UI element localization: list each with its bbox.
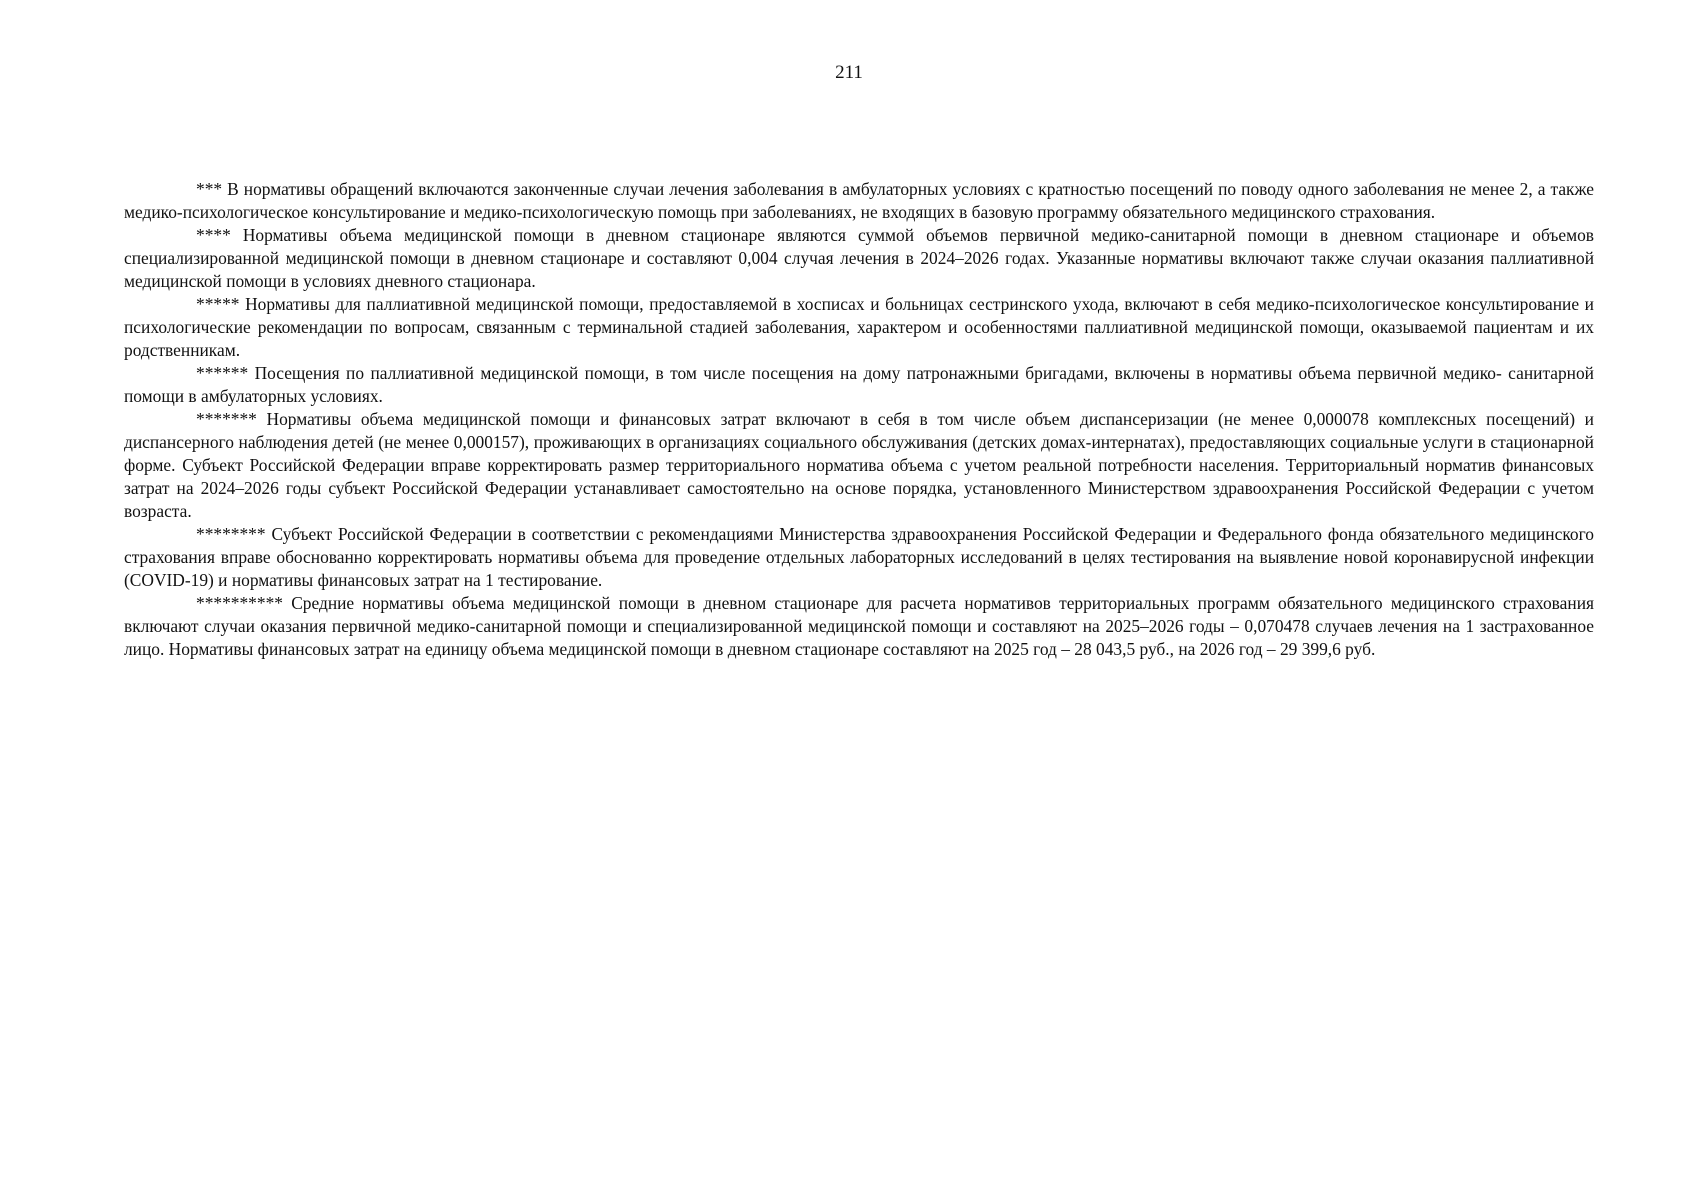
footnote-text: Нормативы объема медицинской помощи в дневном стационаре являются суммой объемов первичной медико-санитарной помощи в дневном стационаре и объемов специализированной медицинской помощи в дневном стационаре и составляют 0,004 случая лечения в 2024–2026 годах. Указанные нормативы включают также случаи оказания паллиативной медицинской помощи в условиях дневного стационара. <box>124 225 1594 291</box>
footnote-6 <box>124 362 1594 408</box>
footnotes-block <box>124 178 1594 661</box>
footnote-marker: ******* <box>196 409 257 429</box>
footnote-10 <box>124 592 1594 661</box>
footnote-marker: ******** <box>196 524 266 544</box>
footnote-text: Субъект Российской Федерации в соответствии с рекомендациями Министерства здравоохранения Российской Федерации и Федерального фонда обязательного медицинского страхования вправе обоснованно корректировать нормативы объема для проведение отдельных лабораторных исследований в целях тестирования на выявление новой коронавирусной инфекции (COVID-19) и нормативы финансовых затрат на 1 тестирование. <box>124 524 1594 590</box>
footnote-4 <box>124 224 1594 293</box>
footnote-7 <box>124 408 1594 523</box>
page-number: 211 <box>835 62 863 83</box>
footnote-marker: ****** <box>196 363 249 383</box>
footnote-text: В нормативы обращений включаются законченные случаи лечения заболевания в амбулаторных условиях с кратностью посещений по поводу одного заболевания не менее 2, а также медико-психологическое консультирование и медико-психологическую помощь при заболеваниях, не входящих в базовую программу обязательного медицинского страхования. <box>124 179 1594 222</box>
footnote-text: Нормативы объема медицинской помощи и финансовых затрат включают в себя в том числе объем диспансеризации (не менее 0,000078 комплексных посещений) и диспансерного наблюдения детей (не менее 0,000157), проживающих в организациях социального обслуживания (детских домах-интернатах), предоставляющих социальные услуги в стационарной форме. Субъект Российской Федерации вправе корректировать размер территориального норматива объема с учетом реальной потребности населения. Территориальный норматив финансовых затрат на 2024–2026 годы субъект Российской Федерации устанавливает самостоятельно на основе порядка, установленного Министерством здравоохранения Российской Федерации с учетом возраста. <box>124 409 1594 521</box>
footnote-3 <box>124 178 1594 224</box>
footnote-8 <box>124 523 1594 592</box>
footnote-marker: ********** <box>196 593 283 613</box>
footnote-text: Средние нормативы объема медицинской помощи в дневном стационаре для расчета нормативов территориальных программ обязательного медицинского страхования включают случаи оказания первичной медико-санитарной помощи и специализированной медицинской помощи и составляют на 2025–2026 годы – 0,070478 случаев лечения на 1 застрахованное лицо. Нормативы финансовых затрат на единицу объема медицинской помощи в дневном стационаре составляют на 2025 год – 28 043,5 руб., на 2026 год – 29 399,6 руб. <box>124 593 1594 659</box>
footnote-5 <box>124 293 1594 362</box>
footnote-marker: ***** <box>196 294 240 314</box>
footnote-text: Посещения по паллиативной медицинской помощи, в том числе посещения на дому патронажными бригадами, включены в нормативы объема первичной медико- санитарной помощи в амбулаторных условиях. <box>124 363 1594 406</box>
footnote-marker: **** <box>196 225 231 245</box>
footnote-marker: *** <box>196 179 223 199</box>
footnote-text: Нормативы для паллиативной медицинской помощи, предоставляемой в хосписах и больницах сестринского ухода, включают в себя медико-психологическое консультирование и психологические рекомендации по вопросам, связанным с терминальной стадией заболевания, характером и особенностями паллиативной медицинской помощи, оказываемой пациентам и их родственникам. <box>124 294 1594 360</box>
